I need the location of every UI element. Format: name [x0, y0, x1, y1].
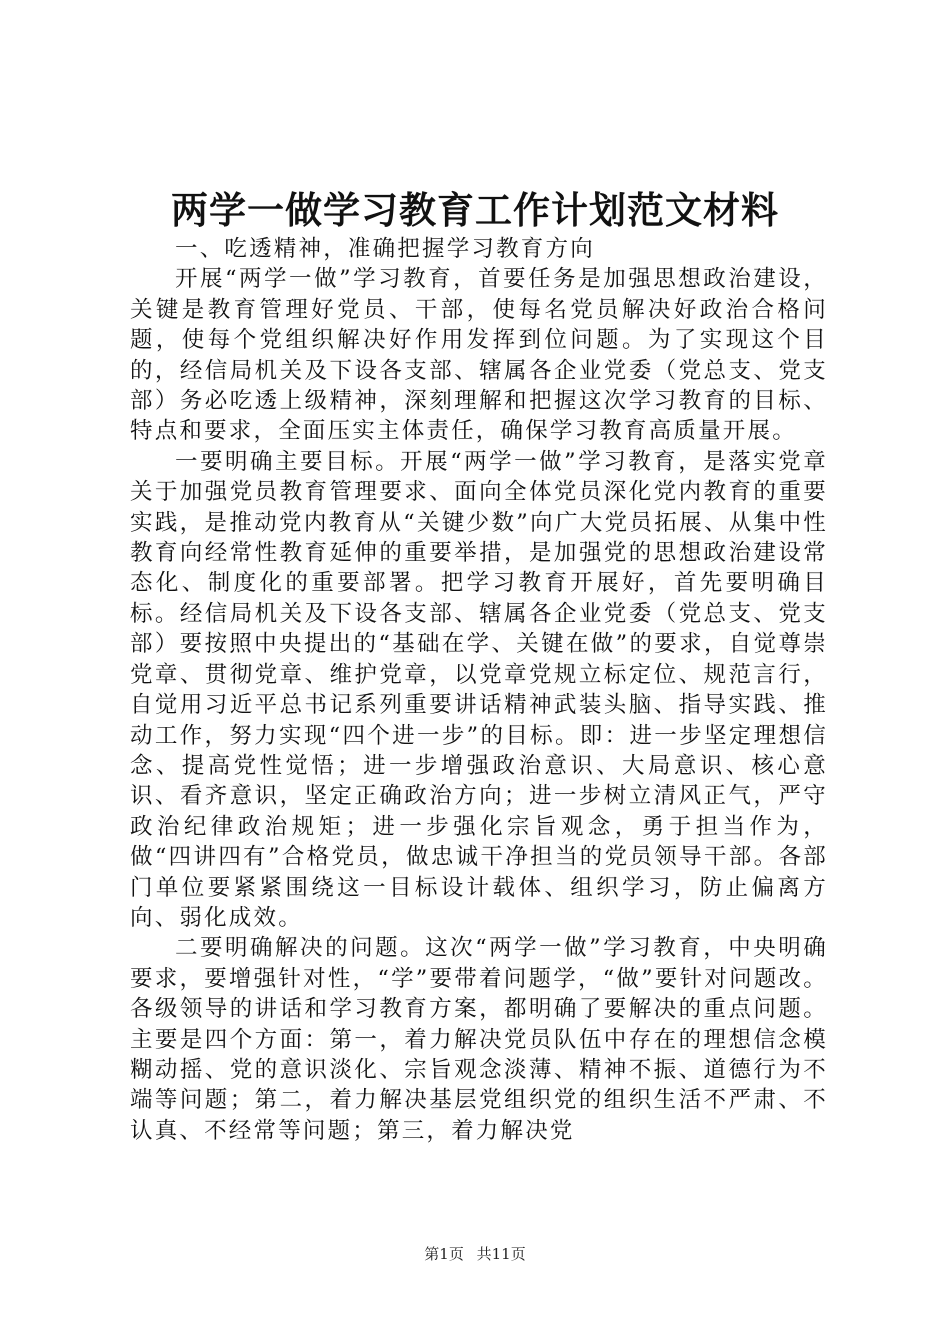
paragraph: 一要明确主要目标。开展“两学一做”学习教育，是落实党章关于加强党员教育管理要求、面向全体党员深化党内教育的重要实践，是推动党内教育从“关键少数”向广大党员拓展、从集中性教育向经常性教育延伸的重要举措，是加强党的思想政治建设常态化、制度化的重要部署。把学习教育开展好，首先要明确目标。经信局机关及下设各支部、辖属各企业党委（党总支、党支部）要按照中央提出的“基础在学、关键在做”的要求，自觉尊崇党章、贯彻党章、维护党章，以党章党规立标定位、规范言行，自觉用习近平总书记系列重要讲话精神武装头脑、指导实践、推动工作，努力实现“四个进一步”的目标。即：进一步坚定理想信念、提高党性觉悟；进一步增强政治意识、大局意识、核心意识、看齐意识，坚定正确政治方向；进一步树立清风正气，严守政治纪律政治规矩；进一步强化宗旨观念，勇于担当作为，做“四讲四有”合格党员，做忠诚干净担当的党员领导干部。各部门单位要紧紧围绕这一目标设计载体、组织学习，防止偏离方向、弱化成效。	[130, 448, 828, 931]
paragraph: 二要明确解决的问题。这次“两学一做”学习教育，中央明确要求，要增强针对性，“学”要带着问题学，“做”要针对问题改。各级领导的讲话和学习教育方案，都明确了要解决的重点问题。主要是四个方面：第一，着力解决党员队伍中存在的理想信念模糊动摇、党的意识淡化、宗旨观念淡薄、精神不振、道德行为不端等问题；第二，着力解决基层党组织党的组织生活不严肃、不认真、不经常等问题；第三，着力解决党	[130, 935, 828, 1144]
document-title: 两学一做学习教育工作计划范文材料	[171, 188, 779, 232]
page-total: 共11页	[476, 1245, 526, 1263]
page-footer	[0, 1244, 950, 1264]
section-heading: 一、吃透精神，准确把握学习教育方向	[175, 236, 595, 262]
page-number: 第1页	[424, 1245, 464, 1263]
document-body	[130, 234, 828, 1146]
paragraph: 开展“两学一做”学习教育，首要任务是加强思想政治建设，关键是教育管理好党员、干部，使每名党员解决好政治合格问题，使每个党组织解决好作用发挥到位问题。为了实现这个目的，经信局机关及下设各支部、辖属各企业党委（党总支、党支部）务必吃透上级精神，深刻理解和把握这次学习教育的目标、特点和要求，全面压实主体责任，确保学习教育高质量开展。	[130, 266, 828, 445]
